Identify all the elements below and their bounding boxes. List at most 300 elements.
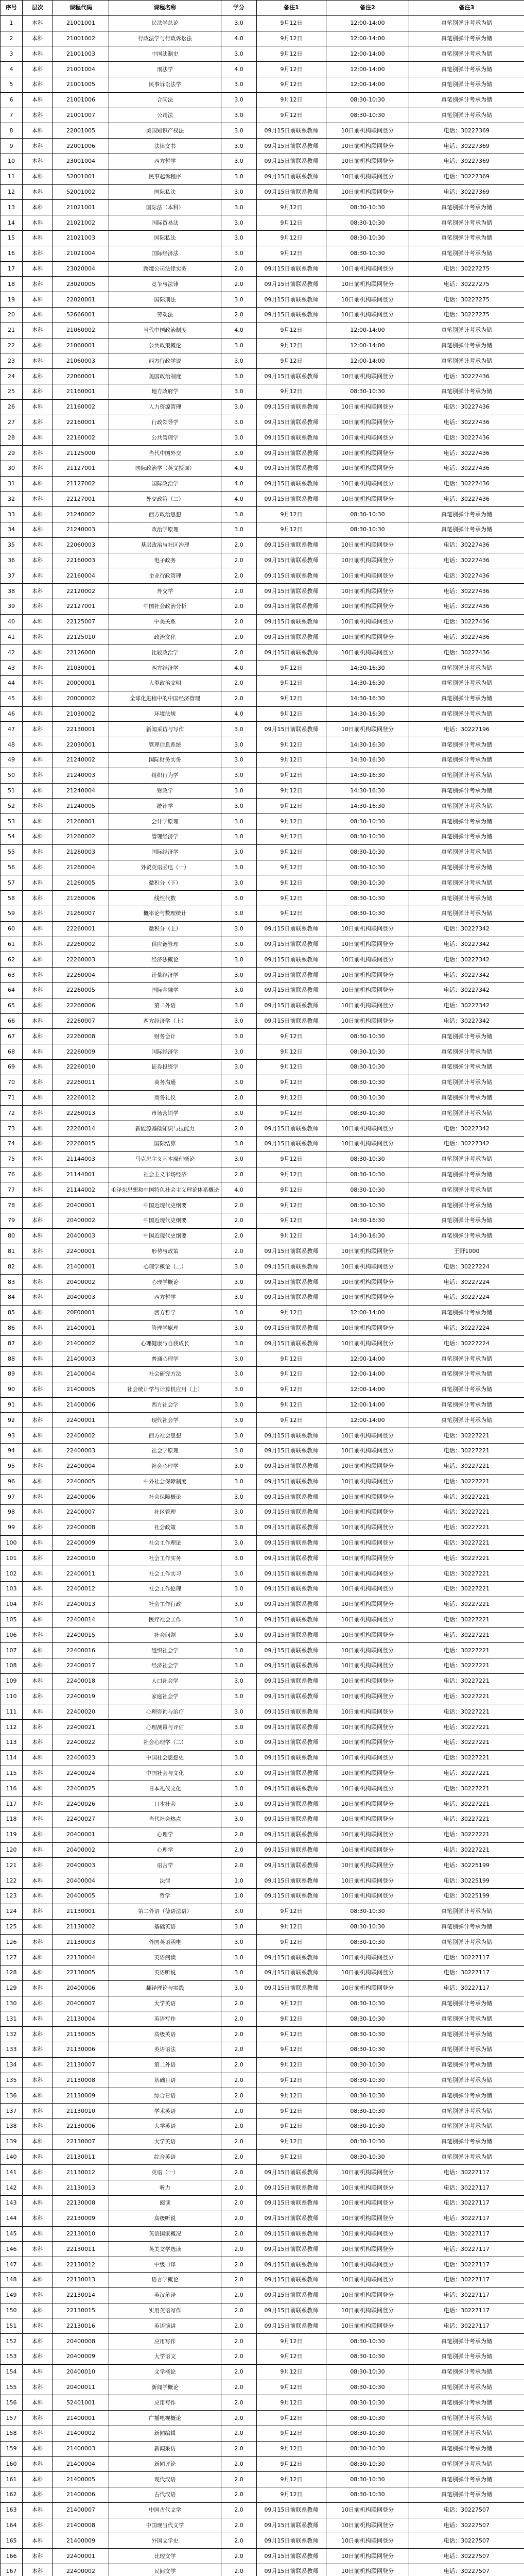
note-2-cell: 08:30-10:30 [326,1059,409,1075]
note-1-cell: 9月12日 [257,691,326,706]
course-name-cell: 国际私法 [109,230,221,246]
note-3-cell: 电话：30227342 [409,998,524,1013]
note-1-cell: 09月15日前联系教师 [257,2211,326,2226]
credits-cell: 3.0 [221,446,257,461]
table-row [1,1935,524,1950]
header-cell: 学分 [221,1,257,16]
note-2-cell: 10日前机构联网登分 [326,1689,409,1704]
row-number-cell: 135 [1,2073,23,2088]
credits-cell: 3.0 [221,246,257,261]
row-number-cell: 5 [1,77,23,92]
course-name-cell: 国际政治学 [109,476,221,492]
credits-cell: 2.0 [221,2334,257,2349]
credits-cell: 2.0 [221,2303,257,2318]
level-cell: 本科 [23,937,53,952]
note-3-cell: 真笔别弹计考承为储 [409,323,524,338]
course-code-cell: 21400001 [53,2411,109,2426]
note-2-cell: 08:30-10:30 [326,906,409,922]
note-1-cell: 09月15日前联系教师 [257,1459,326,1474]
credits-cell: 2.0 [221,2057,257,2073]
table-row [1,2426,524,2441]
course-code-cell: 21130006 [53,2042,109,2057]
row-number-cell: 105 [1,1612,23,1628]
credits-cell: 3.0 [221,1520,257,1535]
note-1-cell: 9月12日 [257,2487,326,2503]
level-cell: 本科 [23,1797,53,1812]
course-name-cell: 大学英语 [109,1996,221,2011]
table-row [1,1535,524,1551]
note-2-cell: 10日前机构联网登分 [326,2318,409,2334]
note-1-cell: 09月15日前联系教师 [257,430,326,446]
credits-cell: 3.0 [221,1965,257,1981]
credits-cell: 2.0 [221,2441,257,2456]
note-3-cell: 电话：30227436 [409,369,524,384]
table-row [1,799,524,814]
row-number-cell: 162 [1,2487,23,2503]
note-2-cell: 10日前机构联网登分 [326,1781,409,1797]
level-cell: 本科 [23,2057,53,2073]
credits-cell: 2.0 [221,2165,257,2180]
note-1-cell: 09月15日前联系教师 [257,1582,326,1597]
course-code-cell: 52401001 [53,2395,109,2411]
note-3-cell: 真笔别弹计考承为储 [409,1059,524,1075]
note-3-cell: 真笔别弹计考承为储 [409,2364,524,2380]
note-3-cell: 真笔别弹计考承为储 [409,2088,524,2104]
note-1-cell: 09月15日前联系教师 [257,1320,326,1336]
course-code-cell: 21030001 [53,660,109,676]
row-number-cell: 167 [1,2564,23,2576]
row-number-cell: 38 [1,584,23,599]
course-code-cell: 21144002 [53,1182,109,1198]
level-cell: 本科 [23,1551,53,1566]
note-2-cell: 10日前机构联网登分 [326,461,409,476]
note-2-cell: 10日前机构联网登分 [326,722,409,737]
row-number-cell: 69 [1,1059,23,1075]
row-number-cell: 9 [1,139,23,154]
level-cell: 本科 [23,476,53,492]
note-2-cell: 10日前机构联网登分 [326,614,409,630]
table-row [1,1812,524,1827]
course-name-cell: 刑法学 [109,62,221,77]
row-number-cell: 148 [1,2272,23,2287]
level-cell: 本科 [23,1305,53,1320]
level-cell: 本科 [23,2487,53,2503]
level-cell: 本科 [23,1290,53,1305]
course-name-cell: 社会工作理论 [109,1535,221,1551]
level-cell: 本科 [23,1658,53,1674]
credits-cell: 3.0 [221,1935,257,1950]
course-code-cell: 22120002 [53,584,109,599]
table-row [1,1489,524,1505]
level-cell: 本科 [23,1566,53,1582]
note-2-cell: 08:30-10:30 [326,1075,409,1090]
course-name-cell: 国际政治学（英文授课） [109,461,221,476]
course-code-cell: 22400016 [53,1643,109,1658]
course-code-cell: 22160001 [53,415,109,430]
row-number-cell: 79 [1,1213,23,1228]
note-3-cell: 真笔别弹计考承为储 [409,1198,524,1213]
credits-cell: 2.0 [221,2472,257,2487]
note-3-cell: 电话：30227221 [409,1474,524,1489]
level-cell: 本科 [23,1090,53,1106]
credits-cell: 3.0 [221,1336,257,1351]
course-name-cell: 社会学原理 [109,1443,221,1459]
note-1-cell: 09月15日前联系教师 [257,1259,326,1275]
note-1-cell: 09月15日前联系教师 [257,1013,326,1029]
note-2-cell: 10日前机构联网登分 [326,123,409,139]
level-cell: 本科 [23,968,53,983]
note-3-cell: 电话：30227507 [409,2518,524,2533]
course-code-cell: 22160002 [53,430,109,446]
course-code-cell: 21001007 [53,108,109,123]
note-3-cell: 真笔别弹计考承为储 [409,507,524,522]
course-code-cell: 21400005 [53,1382,109,1397]
course-code-cell: 22130007 [53,2134,109,2149]
level-cell: 本科 [23,446,53,461]
table-row [1,1275,524,1290]
note-2-cell: 10日前机构联网登分 [326,1136,409,1151]
level-cell: 本科 [23,660,53,676]
note-1-cell: 9月12日 [257,2134,326,2149]
course-code-cell: 22400020 [53,1704,109,1720]
note-1-cell: 09月15日前联系教师 [257,1980,326,1996]
row-number-cell: 54 [1,829,23,845]
note-2-cell: 10日前机构联网登分 [326,1612,409,1628]
note-3-cell: 真笔别弹计考承为储 [409,2395,524,2411]
level-cell: 本科 [23,1228,53,1244]
course-code-cell: 21400002 [53,1336,109,1351]
level-cell: 本科 [23,1182,53,1198]
note-3-cell: 真笔别弹计考承为储 [409,2104,524,2119]
course-name-cell: 微积分（下） [109,875,221,891]
credits-cell: 4.0 [221,476,257,492]
note-2-cell: 08:30-10:30 [326,1996,409,2011]
note-2-cell: 08:30-10:30 [326,2364,409,2380]
course-code-cell: 22400015 [53,1628,109,1643]
note-2-cell: 10日前机构联网登分 [326,1750,409,1766]
row-number-cell: 124 [1,1904,23,1919]
note-3-cell: 电话：30227436 [409,415,524,430]
row-number-cell: 128 [1,1965,23,1981]
note-3-cell: 真笔别弹计考承为储 [409,108,524,123]
table-row [1,2088,524,2104]
credits-cell: 3.0 [221,507,257,522]
level-cell: 本科 [23,1582,53,1597]
note-2-cell: 08:30-10:30 [326,2456,409,2472]
table-row [1,415,524,430]
note-3-cell: 真笔别弹计考承为储 [409,2027,524,2042]
note-3-cell: 真笔别弹计考承为储 [409,1106,524,1121]
note-2-cell: 10日前机构联网登分 [326,1842,409,1858]
note-3-cell: 真笔别弹计考承为储 [409,1213,524,1228]
table-row [1,1904,524,1919]
note-3-cell: 电话：30227275 [409,261,524,277]
credits-cell: 3.0 [221,15,257,31]
note-1-cell: 09月15日前联系教师 [257,983,326,998]
note-3-cell: 真笔别弹计考承为储 [409,891,524,906]
course-code-cell: 22127001 [53,492,109,507]
course-code-cell: 20400003 [53,1858,109,1873]
course-code-cell: 22400027 [53,1812,109,1827]
course-name-cell: 西方经济学 [109,660,221,676]
credits-cell: 2.0 [221,2487,257,2503]
note-1-cell: 9月12日 [257,1198,326,1213]
level-cell: 本科 [23,906,53,922]
table-row [1,2349,524,2364]
row-number-cell: 146 [1,2242,23,2257]
note-1-cell: 09月15日前联系教师 [257,2242,326,2257]
level-cell: 本科 [23,2564,53,2576]
row-number-cell: 67 [1,1029,23,1044]
table-row [1,338,524,353]
note-2-cell: 10日前机构联网登分 [326,1658,409,1674]
note-1-cell: 09月15日前联系教师 [257,1136,326,1151]
course-name-cell: 国际刑法 [109,292,221,308]
note-2-cell: 08:30-10:30 [326,2149,409,2165]
course-code-cell: 22260005 [53,983,109,998]
note-1-cell: 09月15日前联系教师 [257,2303,326,2318]
row-number-cell: 39 [1,599,23,615]
row-number-cell: 127 [1,1950,23,1965]
course-name-cell: 英语阅读 [109,1950,221,1965]
row-number-cell: 141 [1,2165,23,2180]
row-number-cell: 35 [1,537,23,553]
level-cell: 本科 [23,123,53,139]
row-number-cell: 86 [1,1320,23,1336]
note-1-cell: 09月15日前联系教师 [257,476,326,492]
row-number-cell: 126 [1,1935,23,1950]
note-3-cell: 电话：30227221 [409,1459,524,1474]
course-name-cell: 全球化进程中的中国经济管理 [109,691,221,706]
row-number-cell: 129 [1,1980,23,1996]
table-row [1,2057,524,2073]
course-code-cell: 21001004 [53,62,109,77]
note-3-cell: 电话：30227221 [409,1781,524,1797]
course-code-cell: 22400018 [53,1673,109,1689]
note-1-cell: 9月12日 [257,706,326,722]
note-3-cell: 电话：30227224 [409,1275,524,1290]
note-3-cell: 电话：30227196 [409,722,524,737]
note-2-cell: 08:30-10:30 [326,1182,409,1198]
credits-cell: 2.0 [221,2287,257,2303]
course-name-cell: 高级英语 [109,2027,221,2042]
course-name-cell: 新闻采访 [109,2441,221,2456]
table-row [1,2334,524,2349]
course-code-cell: 22160004 [53,568,109,584]
row-number-cell: 139 [1,2134,23,2149]
note-1-cell: 9月12日 [257,2411,326,2426]
level-cell: 本科 [23,1121,53,1137]
row-number-cell: 57 [1,875,23,891]
course-name-cell: 社会工作行政 [109,1597,221,1612]
note-1-cell: 9月12日 [257,15,326,31]
table-row [1,891,524,906]
note-3-cell: 真笔别弹计考承为储 [409,62,524,77]
level-cell: 本科 [23,2180,53,2196]
note-2-cell: 10日前机构联网登分 [326,2165,409,2180]
credits-cell: 3.0 [221,875,257,891]
note-1-cell: 9月12日 [257,92,326,108]
note-3-cell: 真笔别弹计考承为储 [409,1382,524,1397]
level-cell: 本科 [23,1413,53,1428]
credits-cell: 3.0 [221,921,257,937]
note-3-cell: 电话：30227117 [409,2287,524,2303]
note-1-cell: 09月15日前联系教师 [257,2257,326,2273]
course-code-cell: 22400013 [53,1597,109,1612]
table-row [1,553,524,568]
row-number-cell: 103 [1,1582,23,1597]
note-2-cell: 10日前机构联网登分 [326,1443,409,1459]
note-1-cell: 9月12日 [257,1919,326,1935]
note-1-cell: 9月12日 [257,1228,326,1244]
table-row [1,1121,524,1137]
credits-cell: 3.0 [221,1151,257,1167]
course-code-cell: 21400002 [53,2426,109,2441]
level-cell: 本科 [23,1919,53,1935]
note-3-cell: 电话：30227369 [409,139,524,154]
course-code-cell: 22130006 [53,2119,109,2134]
note-3-cell: 电话：30227275 [409,292,524,308]
row-number-cell: 166 [1,2549,23,2564]
note-2-cell: 10日前机构联网登分 [326,2549,409,2564]
note-1-cell: 9月12日 [257,77,326,92]
level-cell: 本科 [23,706,53,722]
note-1-cell: 9月12日 [257,108,326,123]
note-3-cell: 电话：30227221 [409,1628,524,1643]
note-3-cell: 电话：30225199 [409,1858,524,1873]
note-2-cell: 08:30-10:30 [326,1044,409,1060]
table-row [1,46,524,62]
course-code-cell: 20400001 [53,1198,109,1213]
note-2-cell: 12:00-14:00 [326,62,409,77]
course-name-cell: 毛泽东思想和中国特色社会主义理论体系概论 [109,1182,221,1198]
note-2-cell: 12:00-14:00 [326,46,409,62]
note-3-cell: 真笔别弹计考承为储 [409,906,524,922]
course-code-cell: 23001004 [53,154,109,169]
course-code-cell: 21160001 [53,384,109,399]
note-2-cell: 08:30-10:30 [326,92,409,108]
course-name-cell: 大学英语 [109,2119,221,2134]
note-3-cell: 真笔别弹计考承为储 [409,522,524,538]
row-number-cell: 8 [1,123,23,139]
row-number-cell: 71 [1,1090,23,1106]
table-row [1,1198,524,1213]
level-cell: 本科 [23,599,53,615]
table-row [1,1582,524,1597]
note-1-cell: 9月12日 [257,522,326,538]
credits-cell: 3.0 [221,1597,257,1612]
credits-cell: 4.0 [221,492,257,507]
credits-cell: 3.0 [221,983,257,998]
table-row [1,292,524,308]
table-row [1,1259,524,1275]
course-name-cell: 商务沟通 [109,1075,221,1090]
table-row [1,1612,524,1628]
table-row [1,369,524,384]
note-3-cell: 电话：30227369 [409,169,524,184]
note-1-cell: 09月15日前联系教师 [257,2287,326,2303]
row-number-cell: 42 [1,645,23,660]
note-3-cell: 电话：30227221 [409,1566,524,1582]
course-name-cell: 社会问题 [109,1628,221,1643]
note-2-cell: 10日前机构联网登分 [326,1965,409,1981]
credits-cell: 2.0 [221,2426,257,2441]
course-name-cell: 第二外语 [109,998,221,1013]
note-3-cell: 电话：30227117 [409,2226,524,2242]
note-2-cell: 10日前机构联网登分 [326,1336,409,1351]
table-row [1,630,524,645]
course-code-cell: 22400012 [53,1582,109,1597]
row-number-cell: 163 [1,2502,23,2518]
course-name-cell: 供应链管理 [109,937,221,952]
level-cell: 本科 [23,1275,53,1290]
level-cell: 本科 [23,2287,53,2303]
table-row [1,968,524,983]
note-2-cell: 10日前机构联网登分 [326,1673,409,1689]
course-name-cell: 基础英语 [109,1919,221,1935]
table-row [1,1996,524,2011]
row-number-cell: 104 [1,1597,23,1612]
credits-cell: 3.0 [221,169,257,184]
note-3-cell: 真笔别弹计考承为储 [409,737,524,753]
row-number-cell: 21 [1,323,23,338]
row-number-cell: 106 [1,1628,23,1643]
level-cell: 本科 [23,783,53,799]
note-3-cell: 电话：30227117 [409,2195,524,2211]
note-1-cell: 09月15日前联系教师 [257,1566,326,1582]
row-number-cell: 50 [1,768,23,783]
credits-cell: 1.0 [221,1873,257,1889]
table-row [1,722,524,737]
row-number-cell: 32 [1,492,23,507]
table-row [1,399,524,415]
course-name-cell: 人力资源管理 [109,399,221,415]
note-1-cell: 9月12日 [257,768,326,783]
course-name-cell: 西方哲学 [109,1290,221,1305]
course-code-cell: 21060002 [53,323,109,338]
note-3-cell: 真笔别弹计考承为储 [409,1996,524,2011]
course-code-cell: 22260012 [53,1090,109,1106]
table-row [1,384,524,399]
note-2-cell: 14:30-16:30 [326,1213,409,1228]
note-2-cell: 10日前机构联网登分 [326,1320,409,1336]
level-cell: 本科 [23,2472,53,2487]
note-2-cell: 10日前机构联网登分 [326,1827,409,1842]
note-3-cell: 真笔别弹计考承为储 [409,799,524,814]
course-name-cell: 心理学概论（二） [109,1259,221,1275]
credits-cell: 3.0 [221,1812,257,1827]
course-code-cell: 21400003 [53,1351,109,1367]
note-1-cell: 9月12日 [257,2456,326,2472]
table-row [1,2441,524,2456]
note-2-cell: 10日前机构联网登分 [326,261,409,277]
note-1-cell: 09月15日前联系教师 [257,722,326,737]
credits-cell: 3.0 [221,292,257,308]
row-number-cell: 97 [1,1489,23,1505]
course-name-cell: 市场营销学 [109,1106,221,1121]
credits-cell: 3.0 [221,108,257,123]
level-cell: 本科 [23,154,53,169]
credits-cell: 2.0 [221,2411,257,2426]
level-cell: 本科 [23,1029,53,1044]
credits-cell: 2.0 [221,691,257,706]
note-3-cell: 真笔别弹计考承为储 [409,2011,524,2027]
credits-cell: 2.0 [221,2456,257,2472]
credits-cell: 3.0 [221,998,257,1013]
credits-cell: 3.0 [221,906,257,922]
note-1-cell: 9月12日 [257,1151,326,1167]
level-cell: 本科 [23,1889,53,1904]
